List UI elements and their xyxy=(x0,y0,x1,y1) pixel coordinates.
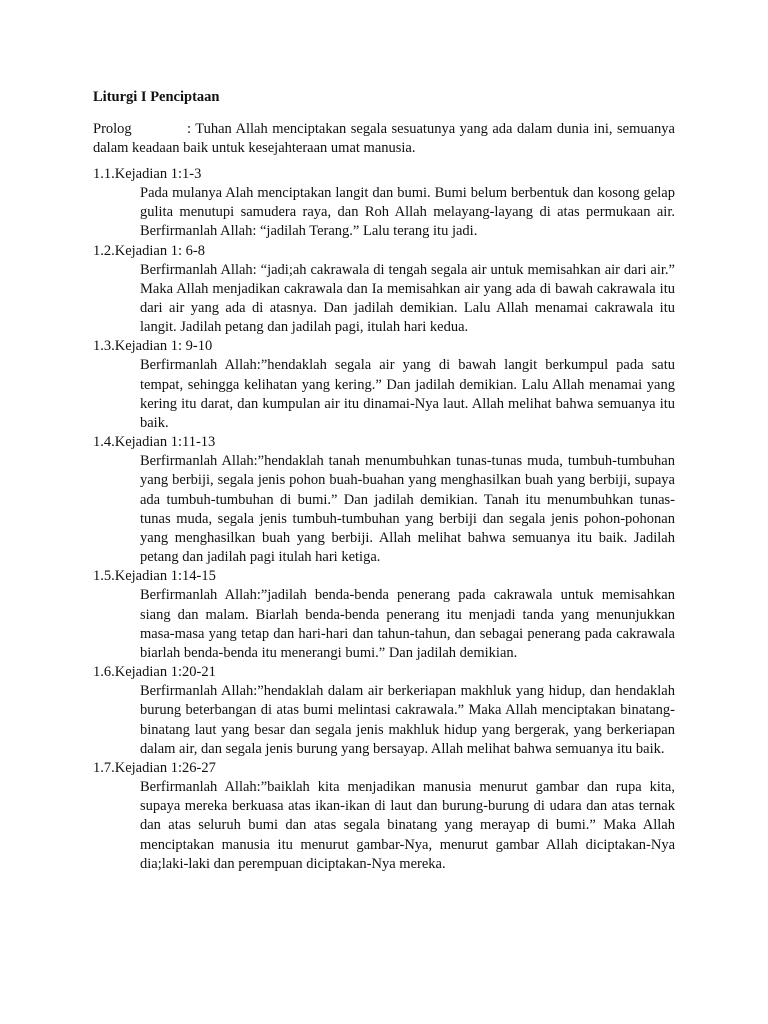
prolog-label: Prolog xyxy=(93,121,132,137)
section-heading: 1.6.Kejadian 1:20-21 xyxy=(93,664,216,681)
section-1-2 xyxy=(93,242,675,338)
section-heading: 1.5.Kejadian 1:14-15 xyxy=(93,568,216,585)
document-title: Liturgi I Penciptaan xyxy=(93,89,220,105)
section-text: Pada mulanya Alah menciptakan langit dan bumi. Bumi belum berbentuk dan kosong gelap gulita menutupi samudera raya, dan Roh Allah melayang-layang di atas permukaan air. Berfirmanlah Allah: “jadilah Terang.” Lalu terang itu jadi. xyxy=(140,185,675,240)
sections-list xyxy=(93,165,675,874)
section-text: Berfirmanlah Allah:”hendaklah segala air yang di bawah langit berkumpul pada satu tempat, sehingga kelihatan yang kering.” Dan jadilah demikian. Lalu Allah menamai yang kering itu darat, dan kumpulan air itu dinamai-Nya laut. Allah melihat bahwa semuanya itu baik. xyxy=(140,357,675,432)
section-heading: 1.7.Kejadian 1:26-27 xyxy=(93,760,216,777)
section-heading: 1.3.Kejadian 1: 9-10 xyxy=(93,338,213,355)
section-heading: 1.4.Kejadian 1:11-13 xyxy=(93,434,216,451)
section-text: Berfirmanlah Allah:”hendaklah dalam air berkeriapan makhluk yang hidup, dan hendaklah burung beterbangan di atas bumi melintasi cakrawala.” Maka Allah menciptakan binatang-binatang laut yang besar dan segala jenis makhluk hidup yang bergerak, yang berkeriapan dalam air, dan segala jenis burung yang bersayap. Allah melihat bahwa semuanya itu baik. xyxy=(140,683,675,757)
prolog-text: : Tuhan Allah menciptakan segala sesuatunya yang ada dalam dunia ini, semuanya dalam keadaan baik untuk kesejahteraan umat manusia. xyxy=(93,121,675,157)
prolog-paragraph xyxy=(93,120,675,158)
section-text: Berfirmanlah Allah:”baiklah kita menjadikan manusia menurut gambar dan rupa kita, supaya mereka berkuasa atas ikan-ikan di laut dan burung-burung di udara dan atas ternak dan atas seluruh bumi dan atas segala binatang yang merayap di bumi.” Maka Allah menciptakan manusia itu menurut gambar-Nya, menurut gambar Allah diciptakan-Nya dia;laki-laki dan perempuan diciptakan-Nya mereka. xyxy=(140,779,675,872)
section-text: Berfirmanlah Allah:”jadilah benda-benda penerang pada cakrawala untuk memisahkan siang dan malam. Biarlah benda-benda penerang itu menjadi tanda yang menunjukkan masa-masa yang tetap dan hari-hari dan tahun-tahun, dan sebagai penerang pada cakrawala biarlah benda-benda itu menerangi bumi.” Dan jadilah demikian. xyxy=(140,587,675,662)
section-1-5 xyxy=(93,567,675,663)
section-heading: 1.2.Kejadian 1: 6-8 xyxy=(93,242,205,259)
section-1-7 xyxy=(93,759,675,874)
section-1-6 xyxy=(93,663,675,759)
section-text: Berfirmanlah Allah:”hendaklah tanah menumbuhkan tunas-tunas muda, tumbuh-tumbuhan yang berbiji, segala jenis pohon buah-buahan yang menghasilkan buah yang berbiji, supaya ada tumbuh-tumbuhan di bumi.” Dan jadilah demikian. Tanah itu menumbuhkan tunas-tunas muda, segala jenis tumbuh-tumbuhan yang berbiji dan segala jenis pohon-pohonan yang menghasilkan buah yang berbiji. Allah melihat bahwa semuanya itu baik. Jadilah petang dan jadilah pagi itulah hari ketiga. xyxy=(140,453,675,566)
section-1-4 xyxy=(93,433,675,567)
section-text: Berfirmanlah Allah: “jadi;ah cakrawala di tengah segala air untuk memisahkan air dari air.” Maka Allah menjadikan cakrawala dan Ia memisahkan air yang ada di bawah cakrawala itu dari air yang ada di atasnya. Dan jadilah demikian. Lalu Allah menamai cakrawala itu langit. Jadilah petang dan jadilah pagi, itulah hari kedua. xyxy=(140,261,675,336)
section-1-3 xyxy=(93,337,675,433)
section-heading: 1.1.Kejadian 1:1-3 xyxy=(93,166,202,182)
section-1-1 xyxy=(93,165,675,242)
